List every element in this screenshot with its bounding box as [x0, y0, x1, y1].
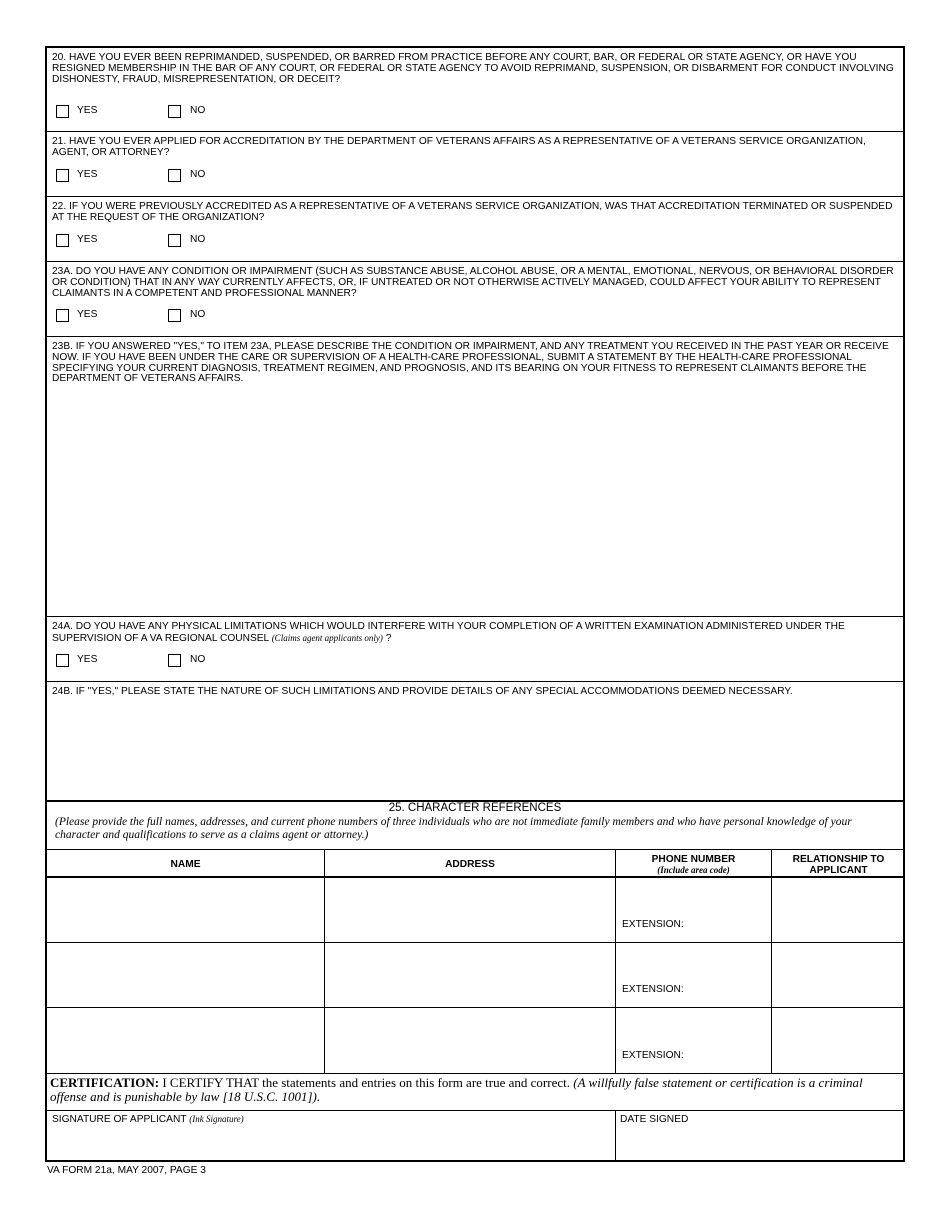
reference-relationship-cell[interactable]: [772, 1008, 905, 1073]
character-references-note: (Please provide the full names, addresses, and current phone numbers of three individuals who are not immediate family members and who have personal knowledge of your character and qualifications to serve as a claims agent or attorney.): [55, 816, 852, 841]
header-address: ADDRESS: [325, 850, 616, 879]
question-23b-text: 23B. IF YOU ANSWERED "YES," TO ITEM 23A, PLEASE DESCRIBE THE CONDITION OR IMPAIRMENT, AND ANY TREATMENT YOU RECEIVED IN THE PAST YEAR OR RECEIVE NOW. IF YOU HAVE BEEN UNDER THE CARE OR SUPERVISION OF A HEALTH-CARE PROFESSIONAL, SUBMIT A STATEMENT BY THE HEALTH-CARE PROFESSIONAL SPECIFYING YOUR CURRENT DIAGNOSIS, TREATMENT REGIMEN, AND PROGNOSIS, AND ITS BEARING ON YOUR FITNESS TO REPRESENT CLAIMANTS BEFORE THE DEPARTMENT OF VETERANS AFFAIRS.: [52, 341, 889, 385]
question-23a-text: 23A. DO YOU HAVE ANY CONDITION OR IMPAIRMENT (SUCH AS SUBSTANCE ABUSE, ALCOHOL ABUSE, OR A MENTAL, EMOTIONAL, NERVOUS, OR BEHAVIORAL DISORDER OR CONDITION) THAT IN ANY WAY CURRENTLY AFFECTS, OR, IF UNTREATED OR NOT OTHERWISE ACTIVELY MANAGED, COULD AFFECT YOUR ABILITY TO REPRESENT CLAIMANTS IN A COMPETENT AND PROFESSIONAL MANNER?: [52, 266, 894, 299]
date-signed-cell[interactable]: [616, 1111, 905, 1162]
q22-no-checkbox[interactable]: [168, 234, 181, 247]
reference-row: [47, 878, 903, 943]
reference-row: [47, 1008, 903, 1074]
character-references-header: [47, 802, 903, 850]
header-phone-label: PHONE NUMBER: [651, 853, 736, 865]
q23a-yes-label: YES: [77, 309, 98, 320]
question-21-text: 21. HAVE YOU EVER APPLIED FOR ACCREDITATION BY THE DEPARTMENT OF VETERANS AFFAIRS AS A REPRESENTATIVE OF A VETERANS SERVICE ORGANIZATION, AGENT, OR ATTORNEY?: [52, 136, 866, 158]
question-20: [47, 48, 903, 132]
reference-name-cell[interactable]: [47, 1008, 325, 1073]
q23a-yes-checkbox[interactable]: [56, 309, 69, 322]
signature-label-wrap: [52, 1114, 244, 1125]
q22-yes-checkbox[interactable]: [56, 234, 69, 247]
header-name: NAME: [47, 850, 325, 879]
header-relationship: RELATIONSHIP TO APPLICANT: [792, 853, 885, 876]
q20-yes-checkbox[interactable]: [56, 105, 69, 118]
q20-yes-label: YES: [77, 105, 98, 116]
references-table-header: [47, 850, 903, 878]
question-23b[interactable]: [47, 337, 903, 617]
q24a-no-checkbox[interactable]: [168, 654, 181, 667]
date-signed-label: DATE SIGNED: [620, 1114, 689, 1125]
signature-label: SIGNATURE OF APPLICANT: [52, 1114, 187, 1125]
q20-no-label: NO: [190, 105, 206, 116]
reference-row: [47, 943, 903, 1008]
question-22-text: 22. IF YOU WERE PREVIOUSLY ACCREDITED AS A REPRESENTATIVE OF A VETERANS SERVICE ORGANIZATION, WAS THAT ACCREDITATION TERMINATED OR SUSPENDED AT THE REQUEST OF THE ORGANIZATION?: [52, 201, 893, 223]
reference-name-cell[interactable]: [47, 943, 325, 1007]
reference-relationship-cell[interactable]: [772, 943, 905, 1007]
reference-address-cell[interactable]: [325, 878, 616, 942]
q24a-yes-checkbox[interactable]: [56, 654, 69, 667]
certification: [47, 1074, 903, 1111]
extension-label: EXTENSION:: [622, 984, 684, 995]
question-23a: [47, 262, 903, 337]
certification-text: [50, 1076, 895, 1104]
question-24b[interactable]: [47, 682, 903, 802]
q22-no-label: NO: [190, 234, 206, 245]
q23a-no-checkbox[interactable]: [168, 309, 181, 322]
q24a-no-label: NO: [190, 654, 206, 665]
reference-address-cell[interactable]: [325, 943, 616, 1007]
header-phone: [616, 850, 772, 879]
question-24a-note: (Claims agent applicants only): [271, 632, 383, 643]
question-24a-end: ?: [382, 632, 392, 644]
certification-warning: (A willfully false statement or certification is a criminal offense and is punishable by law [18 U.S.C. 1001]).: [50, 1075, 863, 1104]
q23a-no-label: NO: [190, 309, 206, 320]
reference-phone-cell[interactable]: [616, 1008, 772, 1073]
header-phone-sub: (Include area code): [657, 864, 730, 875]
question-24b-text: 24B. IF "YES," PLEASE STATE THE NATURE OF SUCH LIMITATIONS AND PROVIDE DETAILS OF ANY SPECIAL ACCOMMODATIONS DEEMED NECESSARY.: [52, 686, 793, 697]
reference-address-cell[interactable]: [325, 1008, 616, 1073]
question-24a: [47, 617, 903, 682]
question-21: [47, 132, 903, 197]
signature-row: [47, 1111, 903, 1162]
q20-no-checkbox[interactable]: [168, 105, 181, 118]
reference-name-cell[interactable]: [47, 878, 325, 942]
extension-label: EXTENSION:: [622, 1050, 684, 1061]
question-24a-text: [52, 622, 897, 645]
q22-yes-label: YES: [77, 234, 98, 245]
certification-statement: I CERTIFY THAT the statements and entries on this form are true and correct.: [159, 1075, 574, 1090]
q21-yes-checkbox[interactable]: [56, 169, 69, 182]
reference-phone-cell[interactable]: [616, 943, 772, 1007]
q21-no-label: NO: [190, 169, 206, 180]
question-20-text: 20. HAVE YOU EVER BEEN REPRIMANDED, SUSPENDED, OR BARRED FROM PRACTICE BEFORE ANY COURT, BAR, OR FEDERAL OR STATE AGENCY, OR HAVE YOU RESIGNED MEMBERSHIP IN THE BAR OF ANY COURT, OR FEDERAL OR STATE AGENCY TO AVOID REPRIMAND, SUSPENSION, OR DISBARMENT FOR CONDUCT INVOLVING DISHONESTY, FRAUD, MISREPRESENTATION, OR DECEIT?: [52, 52, 894, 85]
form-footer: VA FORM 21a, MAY 2007, PAGE 3: [47, 1165, 206, 1176]
q24a-yes-label: YES: [77, 654, 98, 665]
q21-yes-label: YES: [77, 169, 98, 180]
reference-phone-cell[interactable]: [616, 878, 772, 942]
extension-label: EXTENSION:: [622, 919, 684, 930]
question-22: [47, 197, 903, 262]
form-page: [45, 46, 905, 1162]
certification-heading: CERTIFICATION:: [50, 1075, 160, 1090]
signature-cell[interactable]: [47, 1111, 616, 1162]
signature-note: (Ink Signature): [189, 1114, 244, 1124]
character-references-title: 25. CHARACTER REFERENCES: [388, 802, 562, 814]
q21-no-checkbox[interactable]: [168, 169, 181, 182]
question-24a-main: 24A. DO YOU HAVE ANY PHYSICAL LIMITATIONS WHICH WOULD INTERFERE WITH YOUR COMPLETION OF A WRITTEN EXAMINATION ADMINISTERED UNDER THE SUPERVISION OF A VA REGIONAL COUNSEL: [52, 621, 845, 644]
reference-relationship-cell[interactable]: [772, 878, 905, 942]
